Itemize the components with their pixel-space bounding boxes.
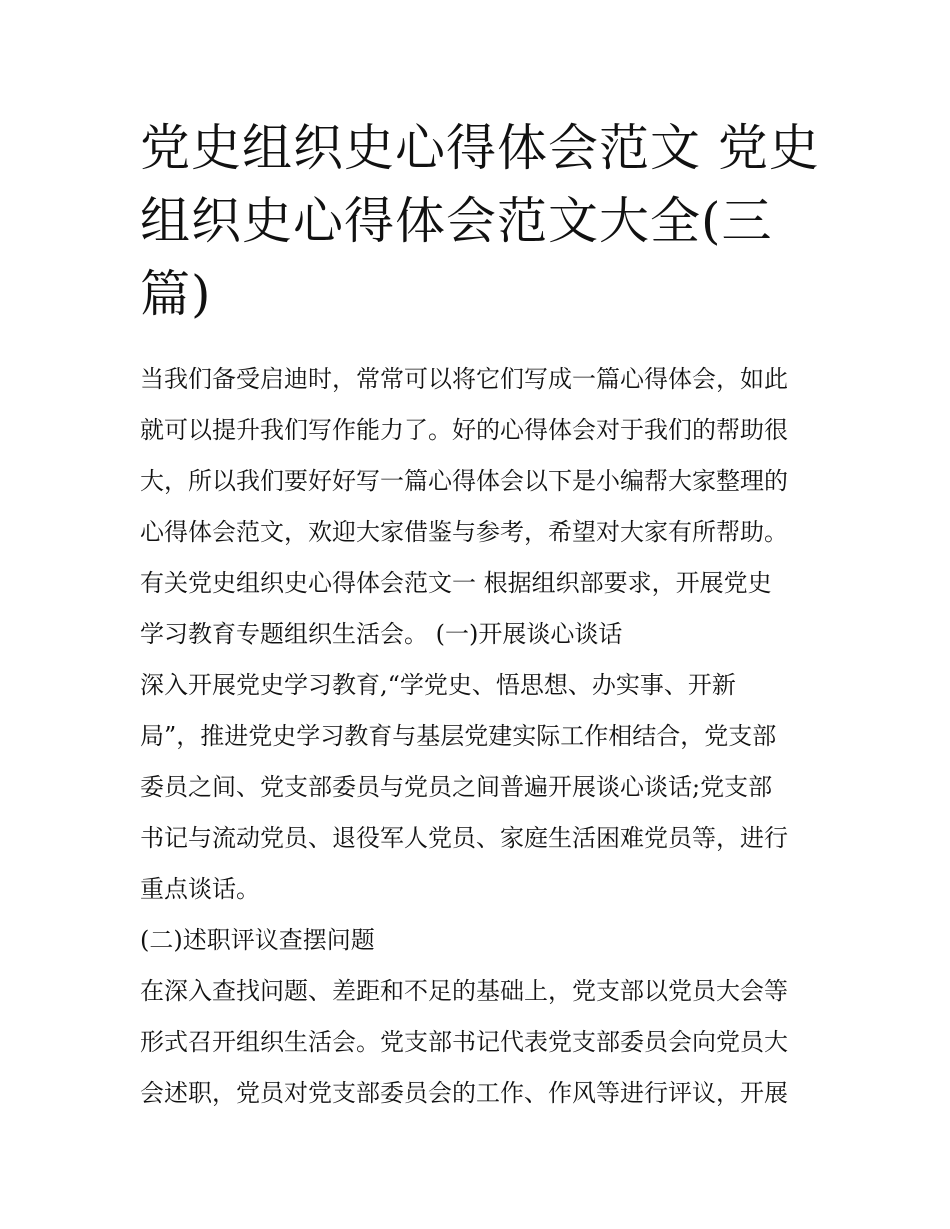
body-line: 当我们备受启迪时，常常可以将它们写成一篇心得体会，如此 <box>140 365 788 393</box>
body-line: 书记与流动党员、退役军人党员、家庭生活困难党员等，进行 <box>140 824 788 852</box>
body-line: 会述职，党员对党支部委员会的工作、作风等进行评议，开展 <box>140 1079 788 1107</box>
document-title <box>140 112 820 331</box>
body-line: 有关党史组织史心得体会范文一 根据组织部要求，开展党史 <box>140 569 772 597</box>
body-line: 学习教育专题组织生活会。 (一)开展谈心谈话 <box>140 620 623 648</box>
body-line: 深入开展党史学习教育,“学党史、悟思想、办实事、开新 <box>140 671 736 699</box>
body-line: 局”，推进党史学习教育与基层党建实际工作相结合，党支部 <box>140 722 777 750</box>
title-line: 党史组织史心得体会范文 党史 <box>140 119 820 177</box>
body-line: 形式召开组织生活会。党支部书记代表党支部委员会向党员大 <box>140 1028 788 1056</box>
body-line: 在深入查找问题、差距和不足的基础上，党支部以党员大会等 <box>140 977 788 1005</box>
title-line: 组织史心得体会范文大全(三 <box>140 192 773 250</box>
body-line: 就可以提升我们写作能力了。好的心得体会对于我们的帮助很 <box>140 416 788 444</box>
body-line: 心得体会范文，欢迎大家借鉴与参考，希望对大家有所帮助。 <box>140 518 788 546</box>
section-heading: (二)述职评议查摆问题 <box>140 926 375 954</box>
body-line: 大，所以我们要好好写一篇心得体会以下是小编帮大家整理的 <box>140 467 788 495</box>
body-line: 委员之间、党支部委员与党员之间普遍开展谈心谈话;党支部 <box>140 773 773 801</box>
body-line: 重点谈话。 <box>140 875 260 903</box>
title-line: 篇) <box>140 265 212 323</box>
document-body <box>140 354 820 1119</box>
